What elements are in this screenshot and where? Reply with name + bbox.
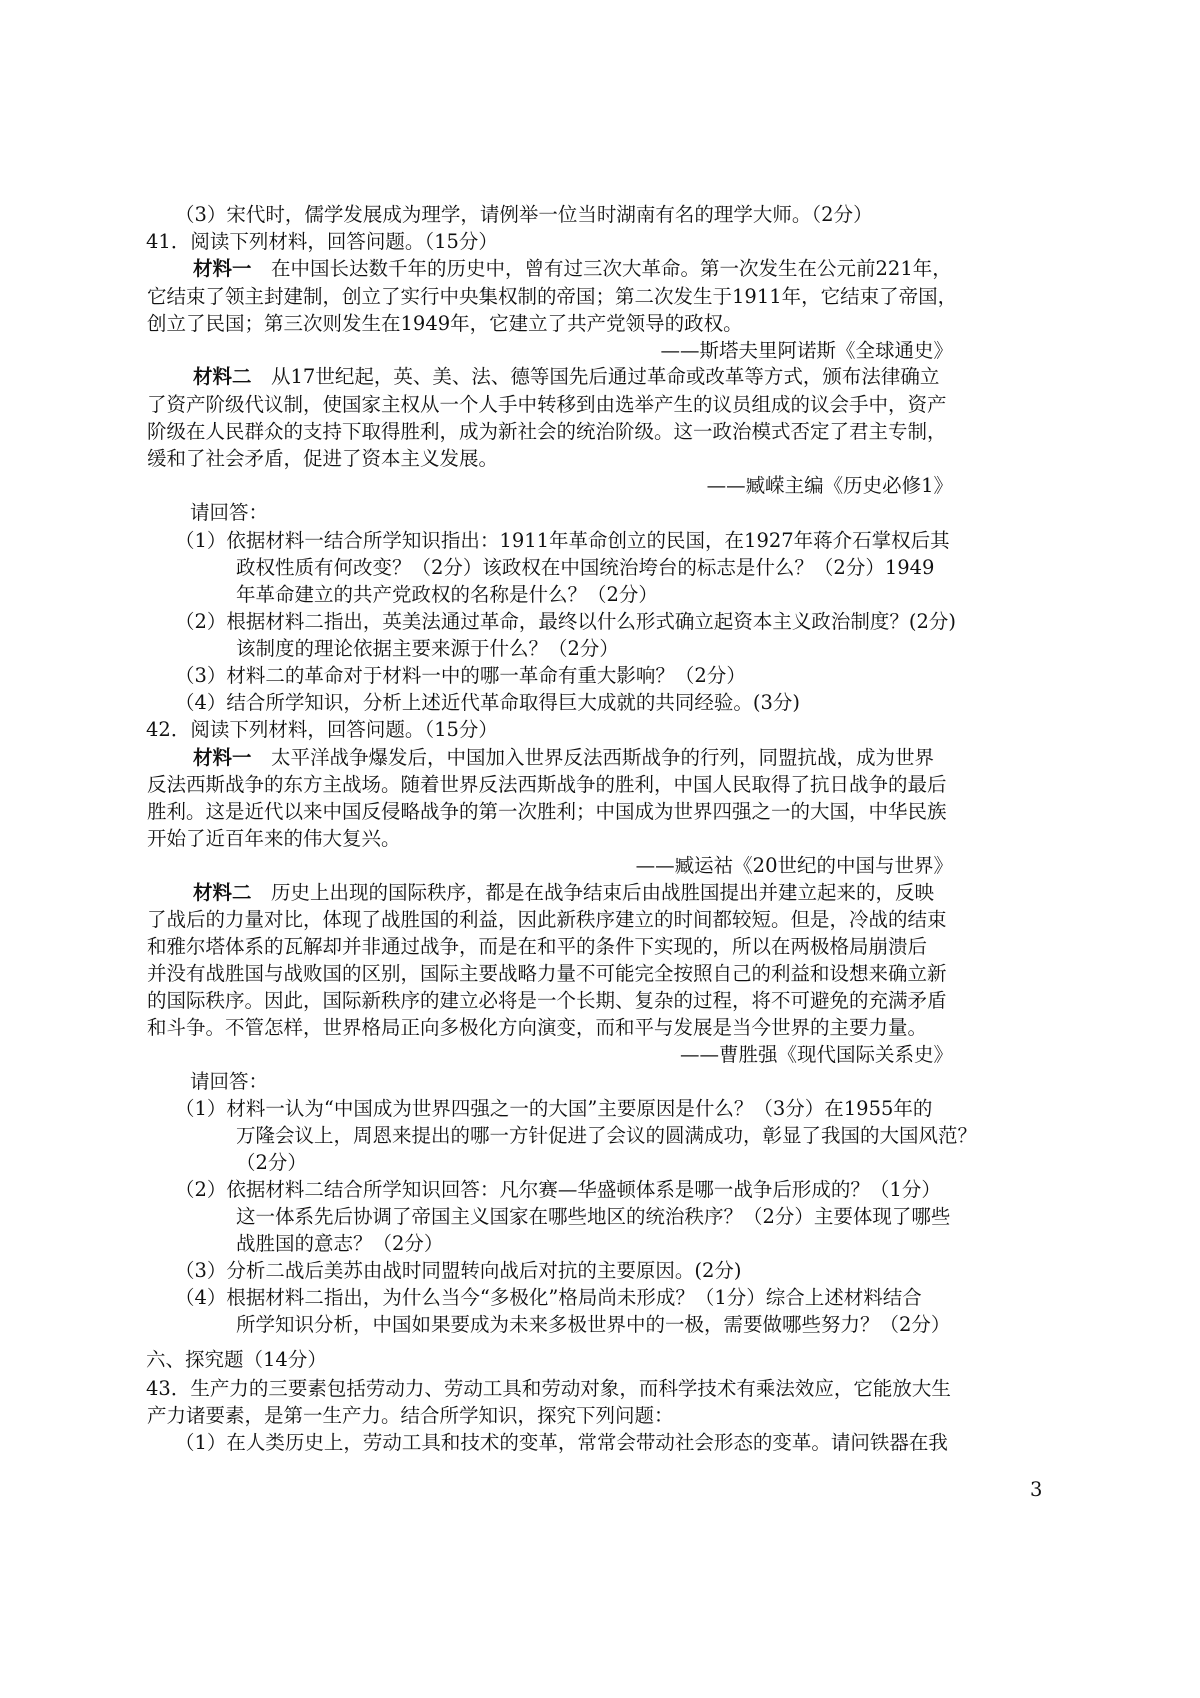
q42-material2-line6: 和斗争。不管怎样，世界格局正向多极化方向演变，而和平与发展是当今世界的主要力量。 — [147, 1016, 928, 1039]
q42-material2-label: 材料二 — [193, 881, 252, 904]
q42-ask: 请回答： — [190, 1070, 269, 1093]
q41-sub4: （4）结合所学知识，分析上述近代革命取得巨大成就的共同经验。(3分) — [175, 691, 801, 714]
q42-material1-line3: 胜利。这是近代以来中国反侵略战争的第一次胜利；中国成为世界四强之一的大国，中华民族 — [147, 800, 947, 823]
q42-material2-line4: 并没有战胜国与战败国的区别，国际主要战略力量不可能完全按照自己的利益和设想来确立新 — [147, 962, 947, 985]
q41-sub1-line2: 政权性质有何改变？（2分）该政权在中国统治垮台的标志是什么？（2分）1949 — [236, 556, 935, 579]
q41-material1-label: 材料一 — [193, 257, 252, 280]
q42-material1-line2: 反法西斯战争的东方主战场。随着世界反法西斯战争的胜利，中国人民取得了抗日战争的最后 — [147, 773, 947, 796]
q41-material2-line1: 材料二 从17世纪起，英、美、法、德等国先后通过革命或改革等方式，颁布法律确立 — [193, 365, 940, 388]
q41-material2-line4: 缓和了社会矛盾，促进了资本主义发展。 — [147, 447, 499, 470]
q41-sub2-line1: （2）根据材料二指出，英美法通过革命，最终以什么形式确立起资本主义政治制度？(2分) — [175, 610, 957, 633]
q42-sub4-line2: 所学知识分析，中国如果要成为未来多极世界中的一极，需要做哪些努力？（2分） — [236, 1313, 951, 1336]
q41-material1-source: ——斯塔夫里阿诺斯《全球通史》 — [660, 339, 953, 362]
q41-header: 41．阅读下列材料，回答问题。（15分） — [146, 230, 498, 253]
q41-sub2-line2: 该制度的理论依据主要来源于什么？（2分） — [236, 637, 619, 660]
q41-material1-line2: 它结束了领主封建制，创立了实行中央集权制的帝国；第二次发生于1911年，它结束了帝国， — [147, 285, 958, 308]
q42-sub3: （3）分析二战后美苏由战时同盟转向战后对抗的主要原因。(2分) — [175, 1259, 742, 1282]
q42-sub4-line1: （4）根据材料二指出，为什么当今“多极化”格局尚未形成？（1分）综合上述材料结合 — [175, 1286, 922, 1309]
q42-material2-source: ——曹胜强《现代国际关系史》 — [679, 1043, 953, 1066]
q42-material1-source: ——臧运祜《20世纪的中国与世界》 — [635, 854, 953, 877]
q42-sub1-line3: （2分） — [236, 1151, 307, 1174]
q42-material1-line1: 材料一 太平洋战争爆发后，中国加入世界反法西斯战争的行列，同盟抗战，成为世界 — [193, 746, 935, 769]
q41-ask: 请回答： — [190, 501, 269, 524]
q41-sub1-line1: （1）依据材料一结合所学知识指出：1911年革命创立的民国，在1927年蒋介石掌权后其 — [175, 529, 950, 552]
q42-material2-line3: 和雅尔塔体系的瓦解却并非通过战争，而是在和平的条件下实现的，所以在两极格局崩溃后 — [147, 935, 928, 958]
q41-sub3: （3）材料二的革命对于材料一中的哪一革命有重大影响？（2分） — [175, 664, 746, 687]
q41-material2-line2: 了资产阶级代议制，使国家主权从一个人手中转移到由选举产生的议员组成的议会手中，资产 — [147, 393, 947, 416]
q42-sub1-line2: 万隆会议上，周恩来提出的哪一方针促进了会议的圆满成功，彰显了我国的大国风范？ — [236, 1124, 978, 1147]
q42-material1-line4: 开始了近百年来的伟大复兴。 — [147, 827, 401, 850]
q42-header: 42．阅读下列材料，回答问题。（15分） — [146, 718, 498, 741]
q42-sub2-line3: 战胜国的意志？（2分） — [236, 1232, 444, 1255]
q42-material1-label: 材料一 — [193, 746, 252, 769]
q42-material2-line1: 材料二 历史上出现的国际秩序，都是在战争结束后由战胜国提出并建立起来的，反映 — [193, 881, 935, 904]
q43-line1: 43．生产力的三要素包括劳动力、劳动工具和劳动对象，而科学技术有乘法效应，它能放大生 — [146, 1377, 951, 1400]
q43-sub1: （1）在人类历史上，劳动工具和技术的变革，常常会带动社会形态的变革。请问铁器在我 — [175, 1431, 948, 1454]
section6-title: 六、探究题（14分） — [146, 1348, 327, 1371]
q42-material2-line2: 了战后的力量对比，体现了战胜国的利益，因此新秩序建立的时间都较短。但是，冷战的结束 — [147, 908, 947, 931]
q42-material2-line5: 的国际秩序。因此，国际新秩序的建立必将是一个长期、复杂的过程，将不可避免的充满矛盾 — [147, 989, 947, 1012]
q41-material1-line1: 材料一 在中国长达数千年的历史中，曾有过三次大革命。第一次发生在公元前221年， — [193, 257, 952, 280]
q41-material2-label: 材料二 — [193, 365, 252, 388]
q41-sub1-line3: 年革命建立的共产党政权的名称是什么？（2分） — [236, 583, 658, 606]
q40-sub3: （3）宋代时，儒学发展成为理学，请例举一位当时湖南有名的理学大师。（2分） — [175, 203, 873, 226]
page-number: 3 — [1030, 1478, 1043, 1501]
q43-line2: 产力诸要素，是第一生产力。结合所学知识，探究下列问题： — [147, 1404, 674, 1427]
q41-material2-source: ——臧嵘主编《历史必修1》 — [706, 474, 953, 497]
q42-sub1-line1: （1）材料一认为“中国成为世界四强之一的大国”主要原因是什么？（3分）在1955年的 — [175, 1097, 933, 1120]
q42-sub2-line1: （2）依据材料二结合所学知识回答：凡尔赛—华盛顿体系是哪一战争后形成的？（1分） — [175, 1178, 941, 1201]
q41-material2-line3: 阶级在人民群众的支持下取得胜利，成为新社会的统治阶级。这一政治模式否定了君主专制， — [147, 420, 947, 443]
q42-sub2-line2: 这一体系先后协调了帝国主义国家在哪些地区的统治秩序？（2分）主要体现了哪些 — [236, 1205, 951, 1228]
q41-material1-line3: 创立了民国；第三次则发生在1949年，它建立了共产党领导的政权。 — [147, 312, 743, 335]
